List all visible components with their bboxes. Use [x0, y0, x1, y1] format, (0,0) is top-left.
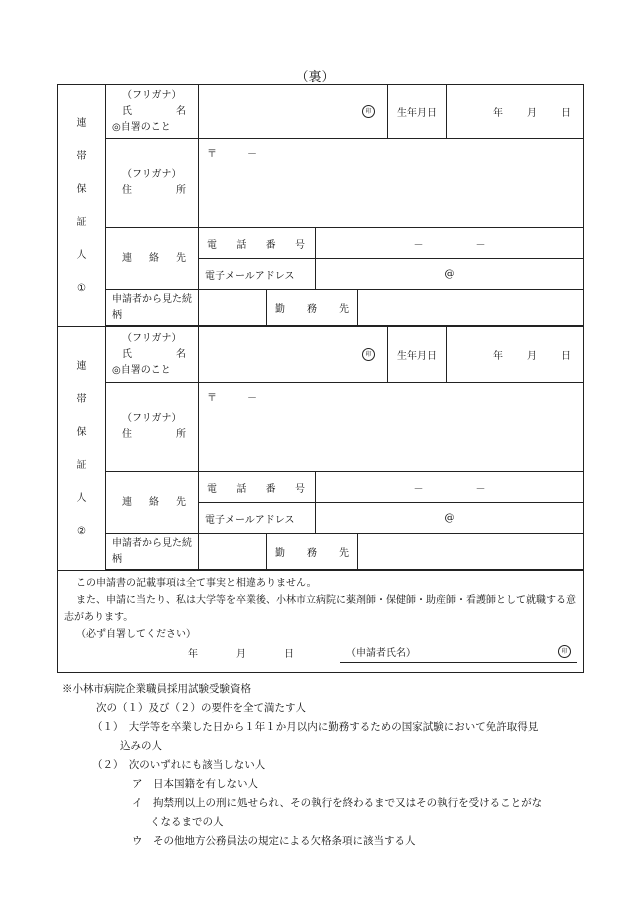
applicant-name-field[interactable]: （申請者氏名） 印 — [340, 645, 577, 663]
address-field[interactable]: 〒 － — [199, 139, 584, 228]
birthdate-label: 生年月日 — [388, 327, 447, 383]
contact-label: 連 絡 先 — [106, 228, 199, 290]
workplace-label: 勤 務 先 — [267, 534, 358, 570]
name-label: （フリガナ） 氏 名 ◎自署のこと — [106, 327, 199, 383]
relation-label: 申請者から見た続柄 — [106, 290, 199, 326]
postal-icon: 〒 — [207, 393, 217, 404]
guarantor-1-label: 連 帯 保 証 人 ① — [58, 85, 106, 327]
email-field[interactable]: @ — [316, 259, 584, 290]
date-fields[interactable]: 年 月 日 — [188, 649, 294, 660]
phone-field[interactable]: － － — [316, 472, 584, 503]
workplace-field[interactable] — [358, 290, 584, 326]
name-label: （フリガナ） 氏 名 ◎自署のこと — [106, 85, 199, 139]
declaration-box — [58, 571, 584, 673]
declaration-line-2: また、申請に当たり、私は大学等を卒業後、小林市立病院に薬剤師・保健師・助産師・看護師として就職する意志があります。 — [64, 595, 576, 623]
name-field[interactable] — [199, 327, 388, 383]
email-field[interactable]: @ — [316, 503, 584, 534]
name-field[interactable] — [199, 85, 388, 139]
declaration-line-1: この申請書の記載事項は全て事実と相違ありません。 — [76, 578, 317, 589]
eligibility-notes: ※小林市病院企業職員採用試験受験資格 次の（１）及び（２）の要件を全て満たす人 （１） 大学等を卒業した日から１年１か月以内に勤務するための国家試験において免許取得見 込みの人 （２） 次のいずれにも該当しない人 ア 日本国籍を有しない人 イ 拘禁刑以上の刑に処せられ、その執行を終わるまで又はその執行を受けることがな くなるまでの人 ウ その他地方公務員法の規定による欠格条項に該当する人 — [64, 680, 584, 851]
relation-field[interactable] — [199, 290, 267, 326]
seal-icon: 印 — [362, 348, 375, 361]
phone-field[interactable]: － － — [316, 228, 584, 259]
workplace-field[interactable] — [358, 534, 584, 570]
seal-icon: 印 — [362, 105, 375, 118]
address-label: （フリガナ） 住 所 — [106, 383, 199, 472]
signature-line — [64, 645, 577, 663]
sign-note: （必ず自署してください） — [76, 629, 196, 640]
birthdate-field[interactable]: 年 月 日 — [447, 327, 584, 383]
contact-label: 連 絡 先 — [106, 472, 199, 534]
address-label: （フリガナ） 住 所 — [106, 139, 199, 228]
guarantor-2-label: 連 帯 保 証 人 ② — [58, 327, 106, 571]
birthdate-field[interactable]: 年 月 日 — [447, 85, 584, 139]
relation-label: 申請者から見た続柄 — [106, 534, 199, 570]
relation-field[interactable] — [199, 534, 267, 570]
address-field[interactable]: 〒 － — [199, 383, 584, 472]
workplace-label: 勤 務 先 — [267, 290, 358, 326]
phone-label: 電 話 番 号 — [199, 472, 316, 503]
email-label: 電子メールアドレス — [199, 503, 316, 534]
notes-heading: ※小林市病院企業職員採用試験受験資格 — [62, 683, 251, 695]
phone-label: 電 話 番 号 — [199, 228, 316, 259]
email-label: 電子メールアドレス — [199, 259, 316, 290]
guarantor-form-table — [57, 84, 584, 673]
seal-icon: 印 — [558, 645, 571, 658]
postal-icon: 〒 — [207, 149, 217, 160]
birthdate-label: 生年月日 — [388, 85, 447, 139]
page-title: （裏） — [295, 70, 335, 85]
